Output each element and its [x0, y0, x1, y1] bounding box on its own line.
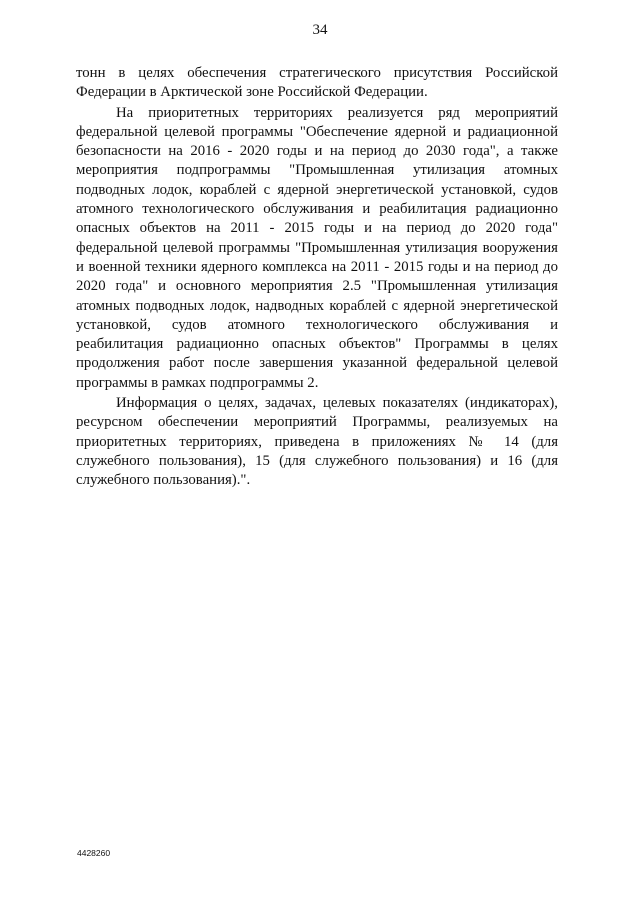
paragraph-continuation: тонн в целях обеспечения стратегического присутствия Российской Федерации в Арктической зоне Российской Федерации.	[76, 65, 558, 101]
document-code: 4428260	[77, 848, 111, 858]
document-body	[76, 64, 558, 492]
paragraph-information-appendices: Информация о целях, задачах, целевых показателях (индикаторах), ресурсном обеспечении мероприятий Программы, реализуемых на приоритетных территориях, приведена в приложениях № 14 (для служебного пользования), 15 (для служебного пользования) и 16 (для служебного пользования).".	[76, 395, 558, 489]
page-number: 34	[312, 22, 328, 38]
paragraph-priority-territories: На приоритетных территориях реализуется ряд мероприятий федеральной целевой программы "Обеспечение ядерной и радиационной безопасности на 2016 - 2020 годы и на период до 2030 года", а также мероприятия подпрограммы "Промышленная утилизация атомных подводных лодок, кораблей с ядерной энергетической установкой, судов атомного технологического обслуживания и реабилитация радиационно опасных объектов на 2011 - 2015 годы и на период до 2020 года" федеральной целевой программы "Промышленная утилизация вооружения и военной техники ядерного комплекса на 2011 - 2015 годы и на период до 2020 года" и основного мероприятия 2.5 "Промышленная утилизация атомных подводных лодок, надводных кораблей с ядерной энергетической установкой, судов атомного технологического обслуживания и реабилитация радиационно опасных объектов" Программы в целях продолжения работ после завершения указанной федеральной целевой программы в рамках подпрограммы 2.	[76, 104, 558, 391]
